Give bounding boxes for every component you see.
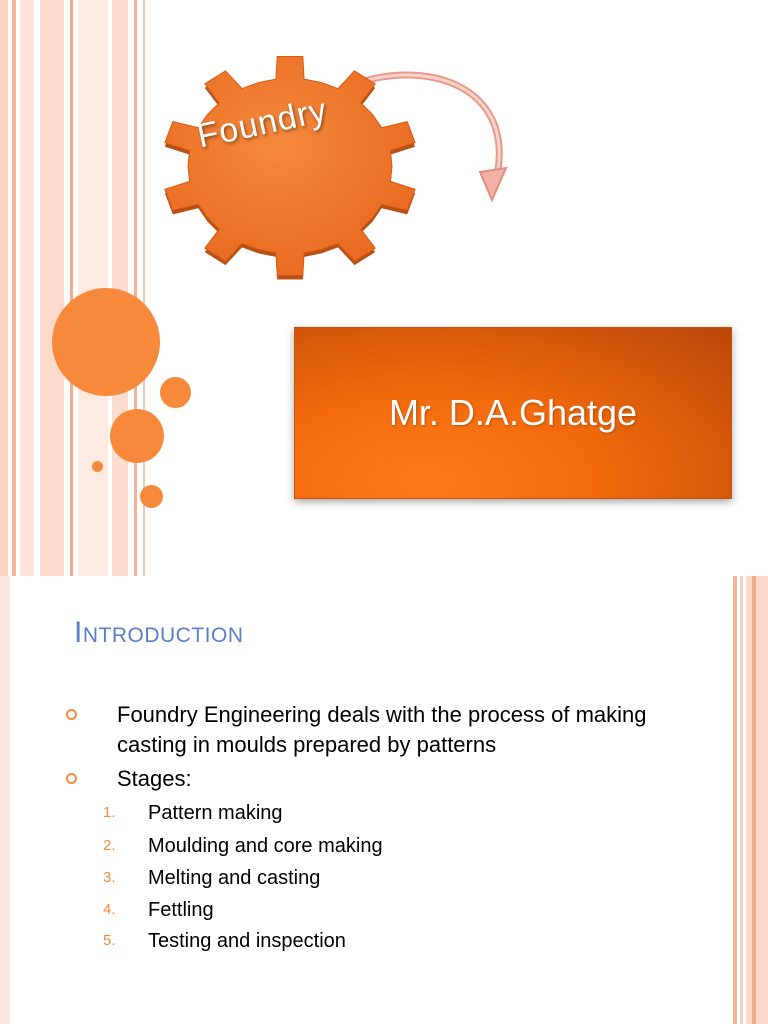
decor-circle bbox=[52, 288, 160, 396]
decor-stripe bbox=[0, 576, 10, 1024]
stage-number: 5. bbox=[103, 932, 116, 949]
decor-stripe bbox=[40, 0, 64, 576]
gear-body bbox=[165, 57, 415, 276]
stage-text: Fettling bbox=[148, 899, 214, 921]
bullet-text: Foundry Engineering deals with the process of making casting in moulds prepared by patterns bbox=[117, 702, 647, 757]
stage-text: Testing and inspection bbox=[148, 930, 346, 952]
bullet-text: Stages: bbox=[117, 766, 192, 791]
stage-text: Melting and casting bbox=[148, 867, 321, 889]
decor-circle bbox=[160, 377, 191, 408]
gear-label: Foundry bbox=[193, 91, 331, 156]
introduction-slide bbox=[0, 576, 768, 1024]
decor-stripe bbox=[12, 0, 16, 576]
stage-number: 3. bbox=[103, 869, 116, 886]
decor-stripe bbox=[740, 576, 743, 1024]
decor-stripe bbox=[20, 0, 34, 576]
stage-number: 4. bbox=[103, 901, 116, 918]
presenter-box bbox=[294, 327, 732, 499]
decor-circle bbox=[110, 409, 164, 463]
decor-stripe bbox=[752, 576, 756, 1024]
bullet-icon bbox=[66, 709, 77, 720]
decor-stripe bbox=[0, 0, 8, 576]
decor-stripe bbox=[70, 0, 73, 576]
bullet-icon bbox=[66, 773, 77, 784]
stage-text: Moulding and core making bbox=[148, 835, 383, 857]
decor-circle bbox=[140, 485, 163, 508]
stage-text: Pattern making bbox=[148, 802, 283, 824]
decor-circle bbox=[92, 461, 103, 472]
decor-stripe bbox=[733, 576, 737, 1024]
presenter-name: Mr. D.A.Ghatge bbox=[388, 392, 638, 433]
decor-stripe bbox=[746, 576, 768, 1024]
stage-number: 1. bbox=[103, 804, 116, 821]
slide-title: Introduction bbox=[74, 616, 244, 649]
stage-number: 2. bbox=[103, 837, 116, 854]
gear-icon bbox=[120, 48, 460, 298]
